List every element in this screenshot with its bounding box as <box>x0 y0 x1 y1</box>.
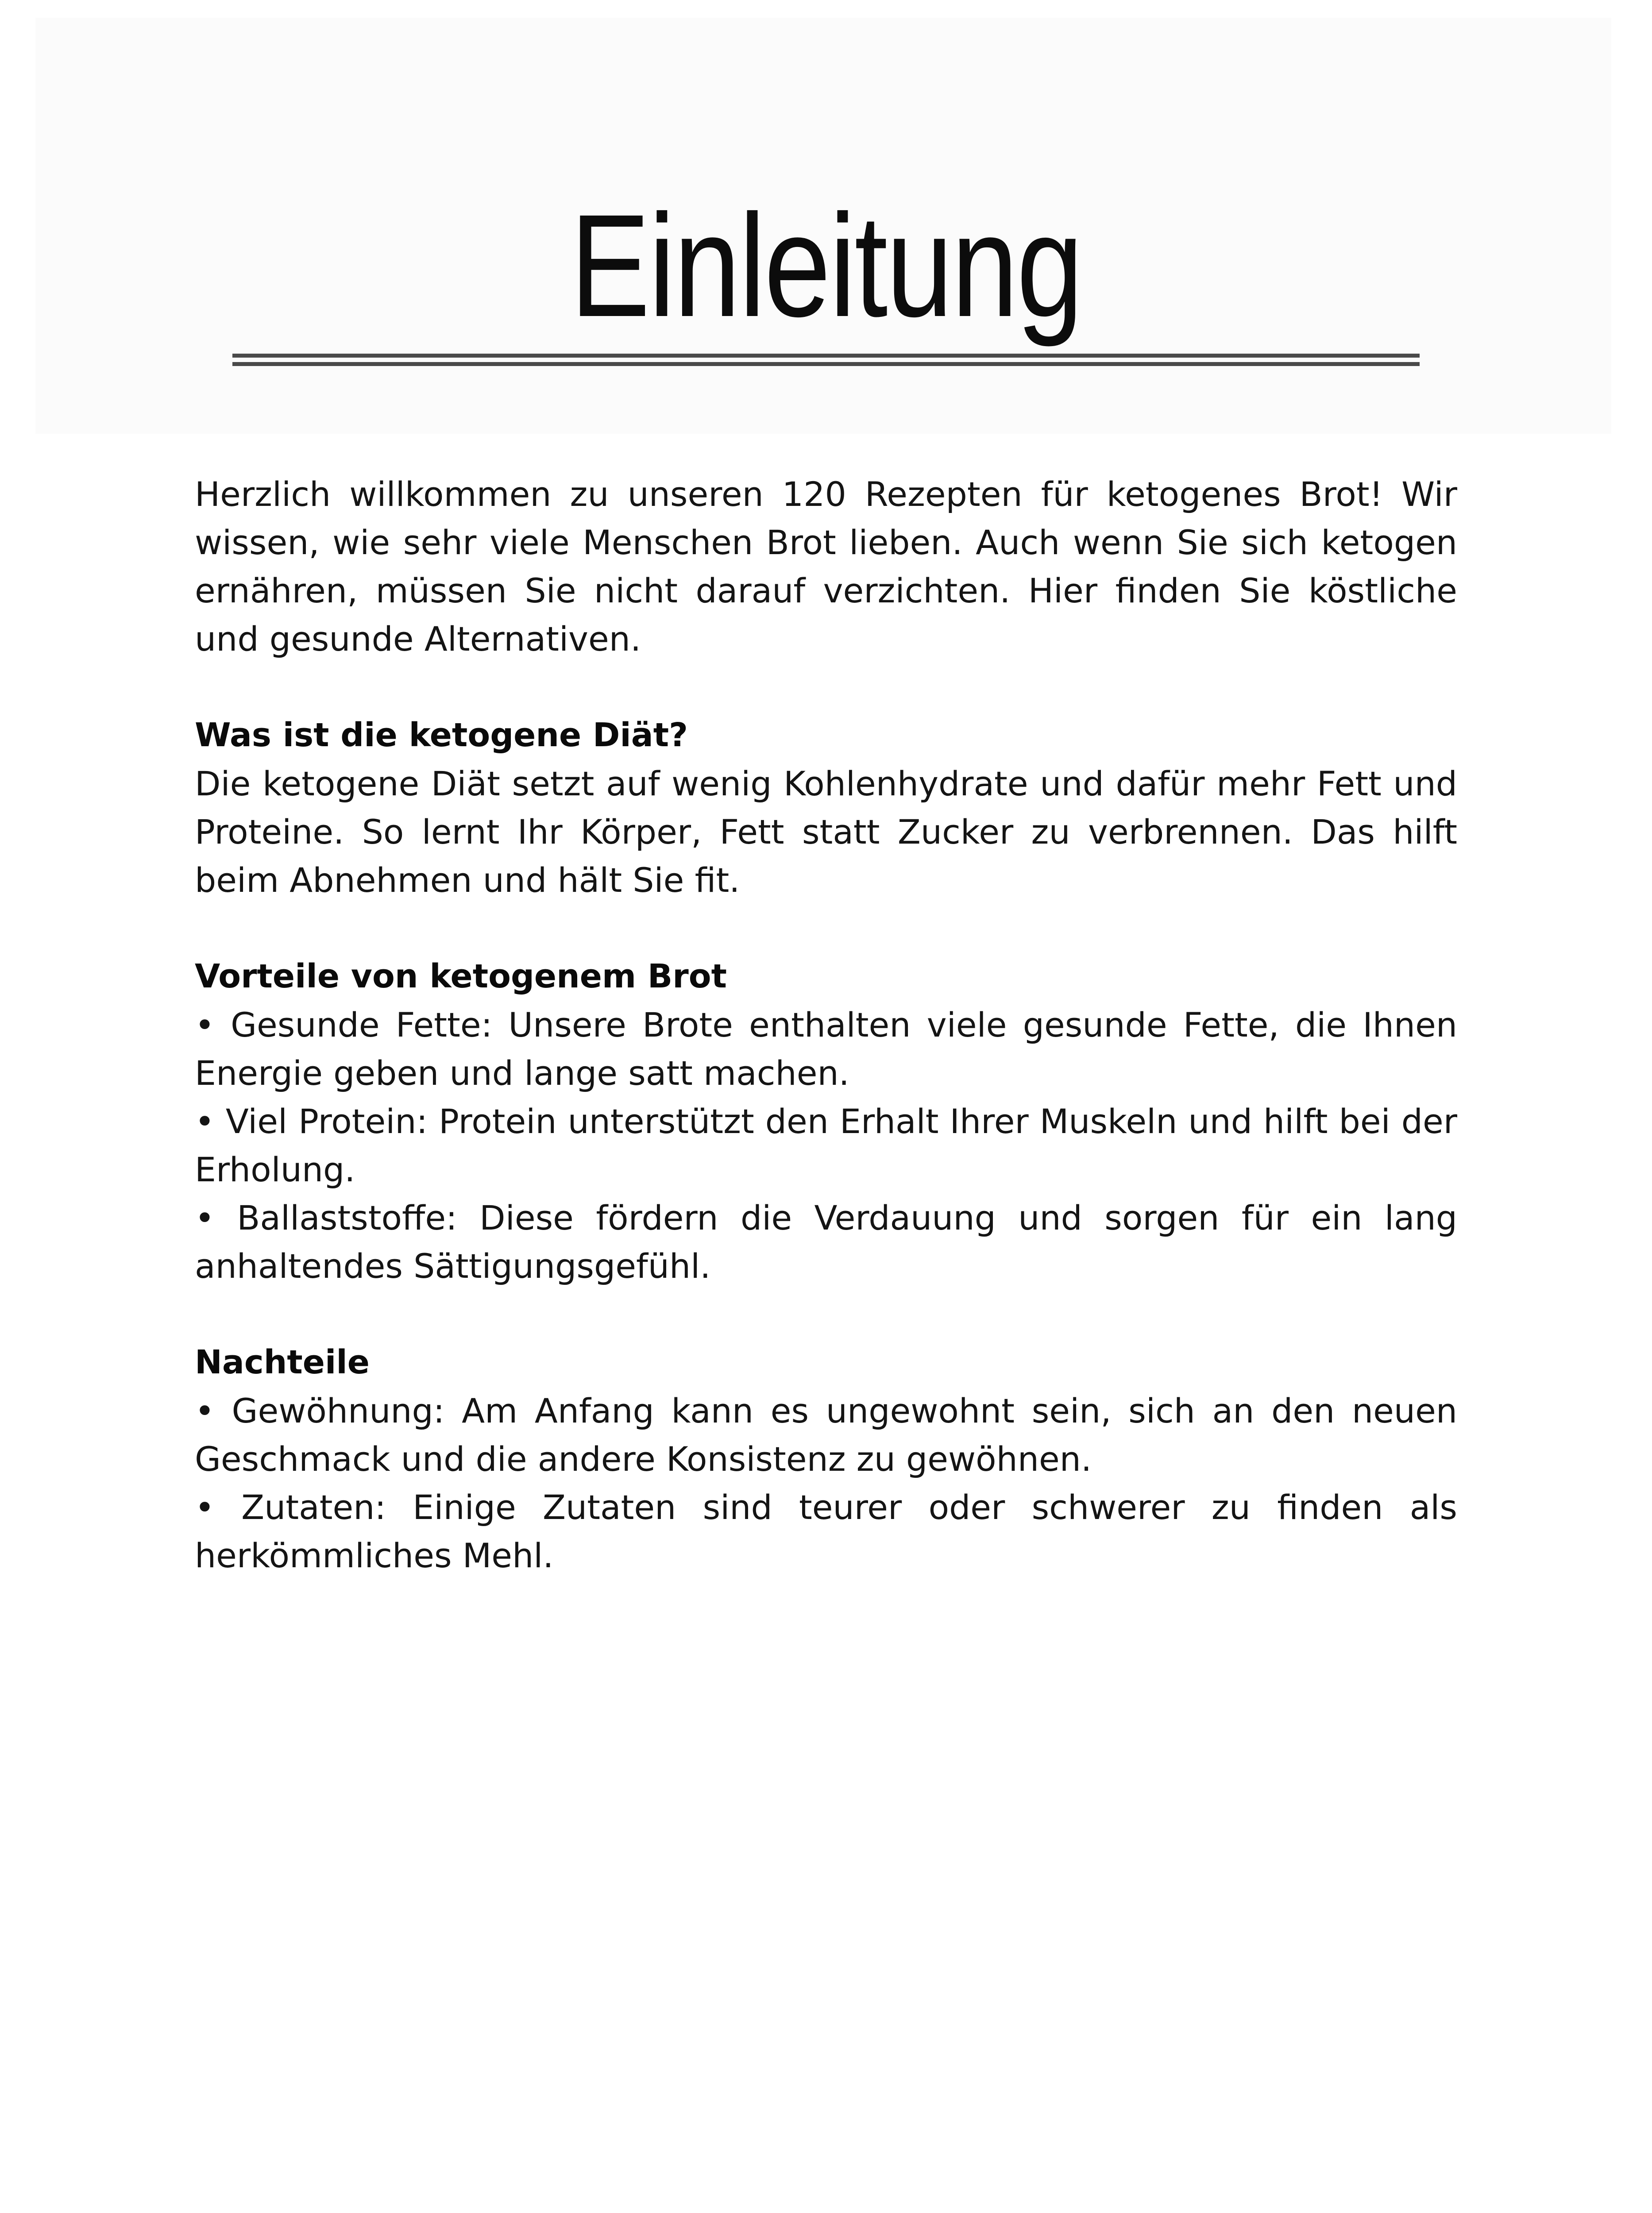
section-heading-nachteile: Nachteile <box>195 1343 370 1381</box>
section-heading-vorteile: Vorteile von ketogenem Brot <box>195 957 727 995</box>
bullet-item-gewoehnung: • Gewöhnung: Am Anfang kann es ungewohnt sein, sich an den neuen Geschmack und die andere Konsistenz zu gewöhnen. <box>195 1391 1457 1479</box>
bullet-item-gesunde-fette: • Gesunde Fette: Unsere Brote enthalten viele gesunde Fette, die Ihnen Energie geben und lange satt machen. <box>195 1005 1457 1093</box>
bullet-item-zutaten: • Zutaten: Einige Zutaten sind teurer oder schwerer zu finden als herkömmliches Mehl. <box>195 1488 1457 1575</box>
section-paragraph: Die ketogene Diät setzt auf wenig Kohlenhydrate und dafür mehr Fett und Proteine. So lernt Ihr Körper, Fett statt Zucker zu verbrennen. Das hilft beim Abnehmen und hält Sie fit. <box>195 764 1457 900</box>
section-heading-ketogene-diaet: Was ist die ketogene Diät? <box>195 716 688 754</box>
spacer <box>195 1290 1457 1338</box>
spacer <box>195 904 1457 952</box>
bullet-item-viel-protein: • Viel Protein: Protein unterstützt den Erhalt Ihrer Muskeln und hilft bei der Erholung. <box>195 1102 1457 1189</box>
title-rule-bottom <box>232 362 1420 366</box>
bullet-item-ballaststoffe: • Ballaststoffe: Diese fördern die Verdauung und sorgen für ein lang anhaltendes Sättigungsgefühl. <box>195 1198 1457 1286</box>
page-title: Einleitung <box>570 184 1082 347</box>
spacer <box>195 663 1457 711</box>
body-text <box>195 470 1457 1580</box>
title-rule-top <box>232 354 1420 358</box>
intro-paragraph: Herzlich willkommen zu unseren 120 Rezepten für ketogenes Brot! Wir wissen, wie sehr viele Menschen Brot lieben. Auch wenn Sie sich ketogen ernähren, müssen Sie nicht darauf verzichten. Hier finden Sie köstliche und gesunde Alternativen. <box>195 474 1457 659</box>
